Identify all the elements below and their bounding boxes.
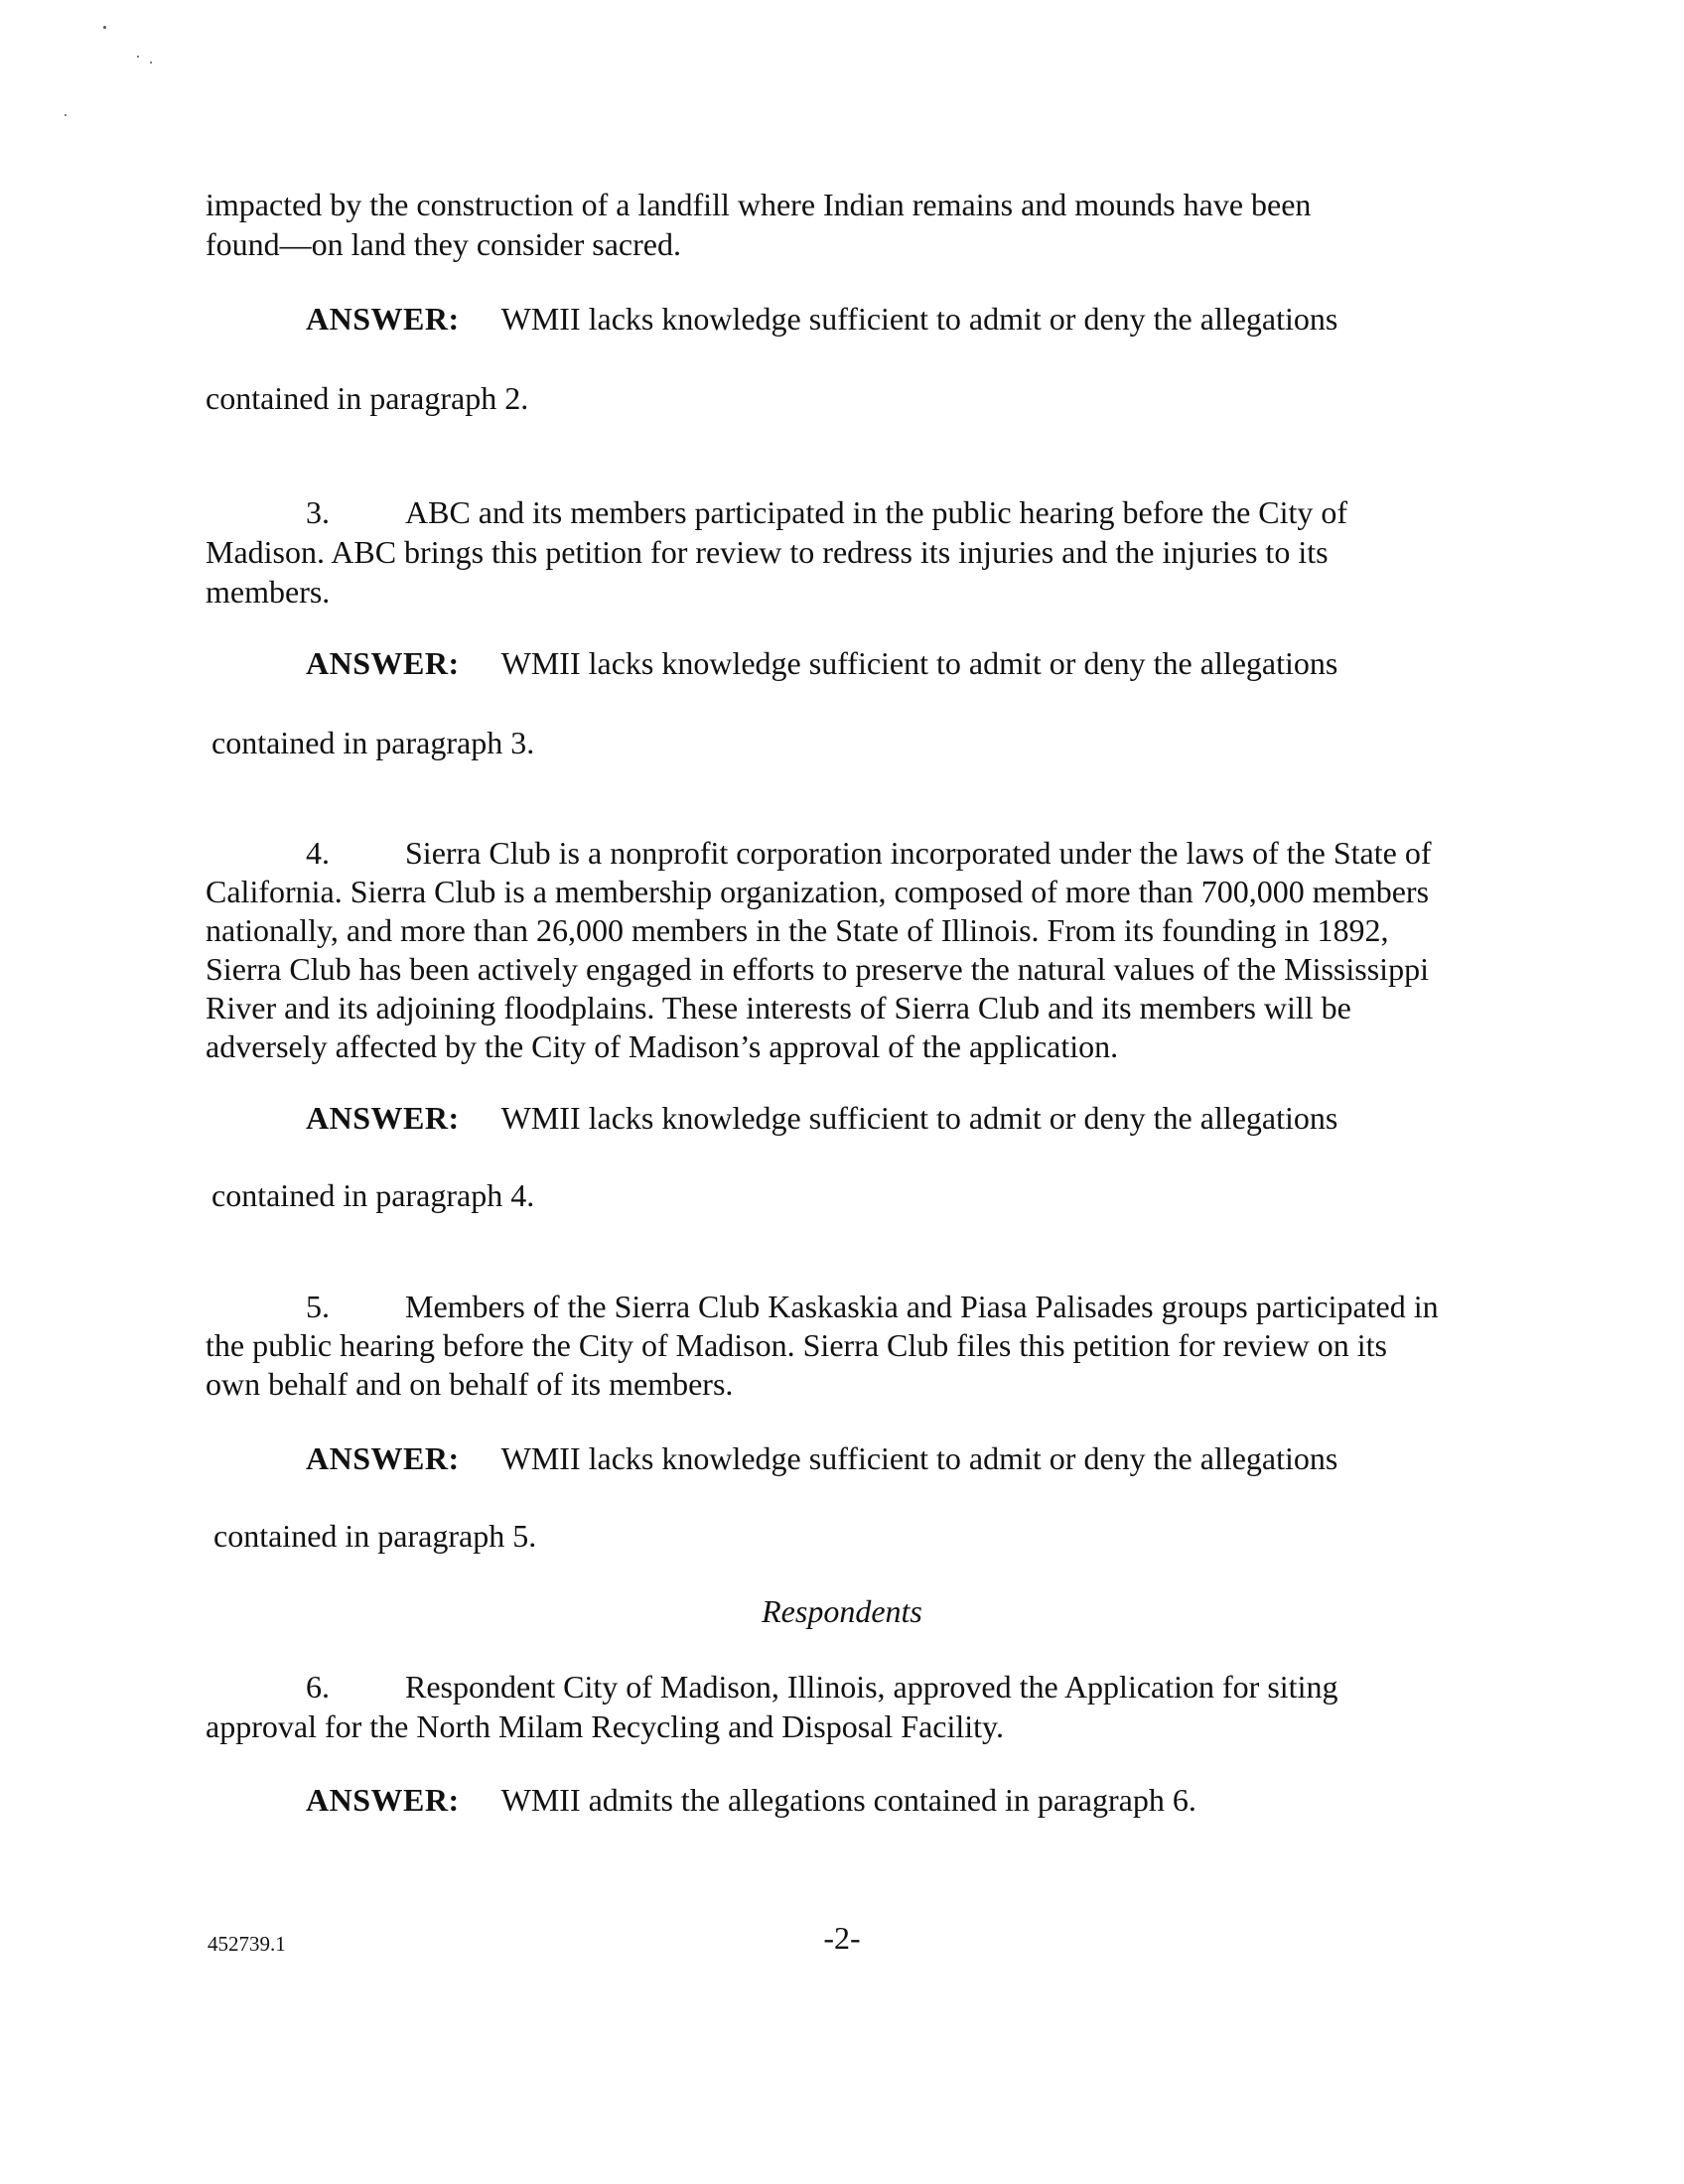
paragraph-number: 4. <box>306 835 330 871</box>
text-line: Sierra Club has been actively engaged in efforts to preserve the natural values of the Mississippi <box>206 951 1429 987</box>
paragraph-number: 5. <box>306 1289 330 1324</box>
text-line: found—on land they consider sacred. <box>206 226 681 262</box>
answer-paragraph-3 <box>306 643 1337 683</box>
paragraph-5 <box>206 1288 1496 1404</box>
answer-text: WMII admits the allegations contained in paragraph 6. <box>500 1782 1196 1818</box>
answer-label: ANSWER: <box>306 1440 460 1476</box>
paragraph-number: 3. <box>306 494 330 530</box>
paragraph-3 <box>206 492 1496 612</box>
text-line: California. Sierra Club is a membership organization, composed of more than 700,000 members <box>206 874 1430 909</box>
text-line: Madison. ABC brings this petition for review to redress its injuries and the injuries to its <box>206 534 1329 570</box>
scan-speck <box>103 26 106 29</box>
answer-paragraph-6 <box>306 1780 1196 1820</box>
answer-text: WMII lacks knowledge sufficient to admit or deny the allegations <box>500 1100 1338 1136</box>
text-line: River and its adjoining floodplains. These interests of Sierra Club and its members will be <box>206 990 1351 1025</box>
paragraph-4 <box>206 834 1496 1066</box>
section-heading: Respondents <box>762 1593 922 1629</box>
scan-speck <box>65 114 67 116</box>
page-number: -2- <box>823 1920 861 1956</box>
answer-text: WMII lacks knowledge sufficient to admit or deny the allegations <box>500 1440 1338 1476</box>
paragraph-number: 6. <box>306 1669 330 1705</box>
text-line: Members of the Sierra Club Kaskaskia and Piasa Palisades groups participated in <box>405 1289 1439 1324</box>
answer-text: WMII lacks knowledge sufficient to admit or deny the allegations <box>500 301 1338 337</box>
answer-paragraph-2 <box>306 299 1337 339</box>
text-line: Sierra Club is a nonprofit corporation incorporated under the laws of the State of <box>405 835 1432 871</box>
text-line: impacted by the construction of a landfill where Indian remains and mounds have been <box>206 187 1312 222</box>
text-line: adversely affected by the City of Madison’s approval of the application. <box>206 1028 1119 1064</box>
text-line: own behalf and on behalf of its members. <box>206 1366 734 1402</box>
answer-continuation: contained in paragraph 5. <box>213 1518 537 1554</box>
answer-continuation: contained in paragraph 2. <box>206 380 529 416</box>
text-line: Respondent City of Madison, Illinois, approved the Application for siting <box>405 1669 1338 1705</box>
answer-label: ANSWER: <box>306 1100 460 1136</box>
answer-continuation: contained in paragraph 3. <box>211 725 535 760</box>
answer-label: ANSWER: <box>306 1782 460 1818</box>
text-line: approval for the North Milam Recycling and Disposal Facility. <box>206 1708 1004 1744</box>
text-line: nationally, and more than 26,000 members in the State of Illinois. From its founding in 1892, <box>206 912 1389 948</box>
document-id: 452739.1 <box>208 1932 286 1956</box>
answer-text: WMII lacks knowledge sufficient to admit or deny the allegations <box>500 645 1338 681</box>
answer-paragraph-5 <box>306 1438 1337 1478</box>
text-line: members. <box>206 574 331 610</box>
text-line: the public hearing before the City of Madison. Sierra Club files this petition for review on its <box>206 1327 1387 1363</box>
intro-paragraph <box>206 185 1496 264</box>
scan-speck <box>150 62 152 64</box>
answer-continuation: contained in paragraph 4. <box>211 1177 535 1213</box>
answer-paragraph-4 <box>306 1098 1337 1138</box>
answer-label: ANSWER: <box>306 301 460 337</box>
scan-speck <box>137 56 139 58</box>
answer-label: ANSWER: <box>306 645 460 681</box>
text-line: ABC and its members participated in the public hearing before the City of <box>405 494 1348 530</box>
paragraph-6 <box>206 1667 1496 1746</box>
